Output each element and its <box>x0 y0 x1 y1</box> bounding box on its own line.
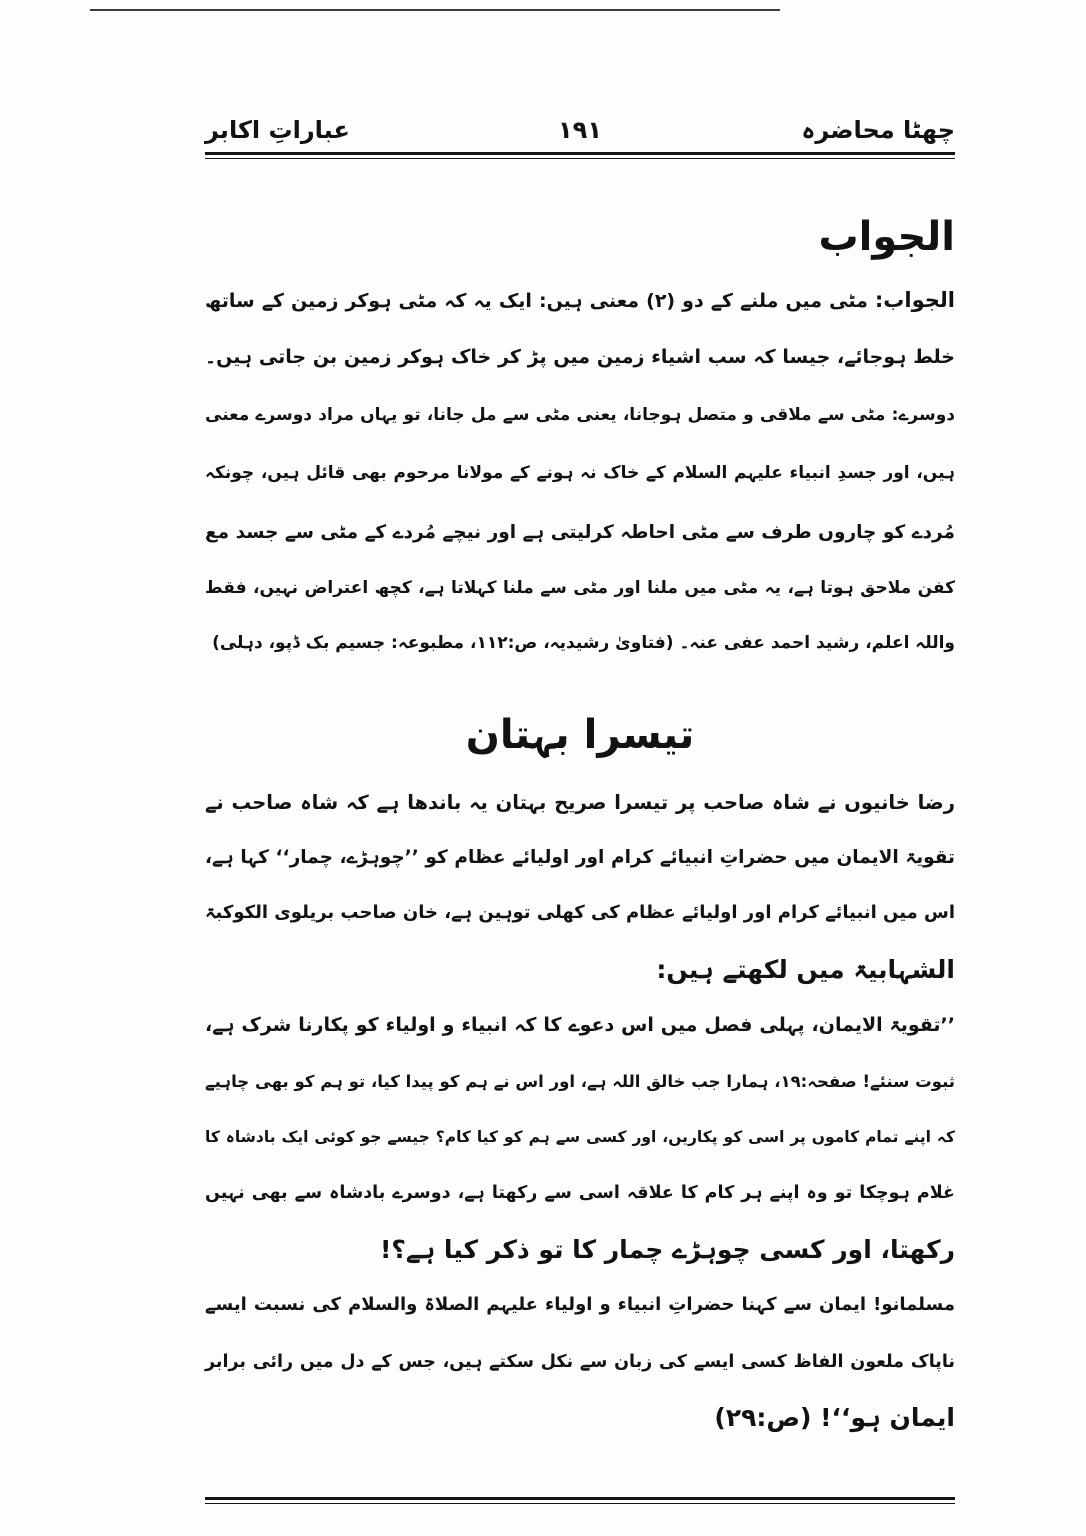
chapter-title: چھٹا محاضرہ <box>801 116 955 144</box>
quote-line: ناپاک ملعون الفاظ کسی ایسے کی زبان سے نکل سکتے ہیں، جس کے دل میں رائی برابر <box>205 1352 955 1372</box>
text-line-content: مٹی میں ملنے کے دو (۲) معنی ہیں: ایک یہ کہ مٹی ہوکر زمین کے ساتھ <box>205 290 868 312</box>
answer-label: الجواب: <box>874 288 955 312</box>
text-line: خلط ہوجائے، جیسا کہ سب اشیاء زمین میں پڑ کر خاک ہوکر زمین بن جاتی ہیں۔ <box>205 346 955 368</box>
text-line: ہیں، اور جسدِ انبیاء علیہم السلام کے خاک نہ ہونے کے مولانا مرحوم بھی قائل ہیں، چونکہ <box>205 463 955 483</box>
quote-line: رکھتا، اور کسی چوہڑے چمار کا تو ذکر کیا ہے؟! <box>380 1235 955 1264</box>
book-title: عباراتِ اکابر <box>205 116 350 144</box>
quote-line: ’’تقویۃ الایمان، پہلی فصل میں اس دعوے کا کہ انبیاء و اولیاء کو پکارنا شرک ہے، <box>205 1014 955 1036</box>
section-heading-third-slander: تیسرا بہتان <box>465 712 695 758</box>
text-line <box>205 275 955 325</box>
running-header <box>205 110 955 150</box>
section-heading-answer: الجواب <box>818 214 955 260</box>
text-line: کفن ملاحق ہوتا ہے، یہ مٹی میں ملنا اور مٹی سے ملنا کہلاتا ہے، کچھ اعتراض نہیں، فقط <box>205 578 955 598</box>
text-line: دوسرے: مٹی سے ملاقی و متصل ہوجانا، یعنی مٹی سے مل جانا، تو یہاں مراد دوسرے معنی <box>205 405 955 425</box>
quote-line: مسلمانو! ایمان سے کہنا حضراتِ انبیاء و اولیاء علیہم الصلاۃ والسلام کی نسبت ایسے <box>205 1294 955 1315</box>
text-line: تقویۃ الایمان میں حضراتِ انبیائے کرام اور اولیائے عظام کو ’’چوہڑے، چمار‘‘ کہا ہے، <box>205 847 955 868</box>
footer-double-rule <box>205 1497 955 1504</box>
quote-line: ایمان ہو‘‘! (ص:۲۹) <box>714 1403 955 1432</box>
header-double-rule <box>205 152 955 159</box>
quote-line: ثبوت سنئے! صفحہ:۱۹، ہمارا جب خالق اللہ ہے، اور اس نے ہم کو پیدا کیا، تو ہم کو بھی چاہیے <box>205 1072 955 1091</box>
text-line: مُردے کو چاروں طرف سے مٹی احاطہ کرلیتی ہے اور نیچے مُردے کے مٹی سے جسد مع <box>205 522 955 543</box>
text-line: الشہابیۃ میں لکھتے ہیں: <box>656 955 955 984</box>
text-line: رضا خانیوں نے شاہ صاحب پر تیسرا صریح بہتان یہ باندھا ہے کہ شاہ صاحب نے <box>205 791 955 814</box>
quote-line: غلام ہوچکا تو وہ اپنے ہر کام کا علاقہ اسی سے رکھتا ہے، دوسرے بادشاہ سے بھی نہیں <box>205 1183 955 1203</box>
page-number: ۱۹۱ <box>558 116 602 144</box>
page-edge-line <box>90 9 780 11</box>
citation-line: واللہ اعلم، رشید احمد عفی عنہ۔ (فتاویٰ رشیدیہ، ص:۱۱۲، مطبوعہ: جسیم بک ڈپو، دہلی) <box>212 633 955 653</box>
text-line: اس میں انبیائے کرام اور اولیائے عظام کی کھلی توہین ہے، خان صاحب بریلوی الکوکبۃ <box>205 902 955 923</box>
quote-line: کہ اپنے تمام کاموں پر اسی کو پکاریں، اور کسی سے ہم کو کیا کام؟ جیسے جو کوئی ایک بادشاہ کا <box>205 1128 955 1146</box>
